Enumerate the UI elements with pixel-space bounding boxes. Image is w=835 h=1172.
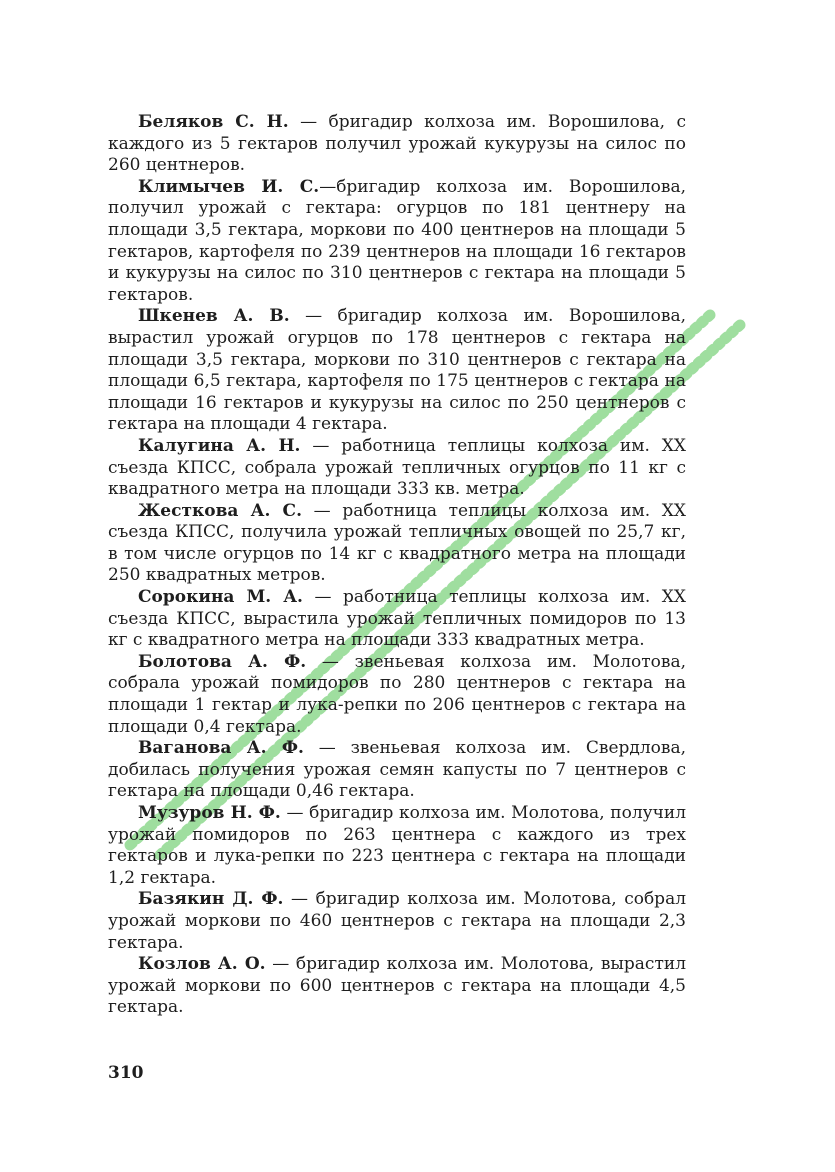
entry-name: Ваганова А. Ф. — [138, 738, 304, 759]
entry-paragraph — [108, 501, 686, 587]
entry-name: Шкенев А. В. — [138, 306, 290, 327]
entry-text: — бригадир колхоза им. Молотова, получил урожай помидоров по 263 центнера с каждого из трех гектаров и лука-репки по 223 центнера с гектара на площади 1,2 гектара. — [108, 803, 686, 888]
entry-paragraph — [108, 306, 686, 436]
entry-paragraph — [108, 889, 686, 954]
entry-paragraph — [108, 436, 686, 501]
entry-name: Базякин Д. Ф. — [138, 889, 284, 910]
entry-paragraph — [108, 738, 686, 803]
entry-paragraph — [108, 954, 686, 1019]
article-body — [108, 112, 686, 1019]
entry-name: Калугина А. Н. — [138, 435, 301, 456]
entry-name: Болотова А. Ф. — [138, 651, 307, 672]
entry-name: Беляков С. Н. — [138, 112, 289, 132]
entry-text: — звеньевая колхоза им. Свердлова, добилась получения урожая семян капусты по 7 центнеров с гектара на площади 0,46 гектара. — [108, 738, 686, 802]
entry-name: Музуров Н. Ф. — [138, 803, 281, 823]
entry-name: Жесткова А. С. — [138, 500, 303, 521]
entry-text: — звеньевая колхоза им. Молотова, собрала урожай помидоров по 280 центнеров с гектара на площади 1 гектар и лука-репки по 206 центнеров с гектара на площади 0,4 гектара. — [108, 651, 686, 737]
entry-paragraph — [108, 112, 686, 177]
entry-text: — работница теплицы колхоза им. XX съезда КПСС, собрала урожай тепличных огурцов по 11 кг с квадратного метра на площади 333 кв. метра. — [108, 435, 686, 500]
entry-text: — бригадир колхоза им. Молотова, собрал урожай моркови по 460 центнеров с гектара на площади 2,3 гектара. — [108, 889, 686, 953]
entry-paragraph — [108, 587, 686, 652]
entry-text: — работница теплицы колхоза им. XX съезда КПСС, получила урожай тепличных овощей по 25,7 кг, в том числе огурцов по 14 кг с квадратного метра на площади 250 квадратных метров. — [108, 500, 687, 586]
entry-name: Сорокина М. А. — [138, 587, 303, 608]
entry-name: Климычев И. С. — [138, 176, 320, 197]
entry-text: — бригадир колхоза им. Молотова, вырастил урожай моркови по 600 центнеров с гектара на площади 4,5 гектара. — [108, 954, 686, 1018]
entry-paragraph — [108, 177, 686, 307]
entry-text: — работница теплицы колхоза им. XX съезда КПСС, вырастила урожай тепличных помидоров по 13 кг с квадратного метра на площади 333 квадратных метра. — [108, 587, 687, 651]
entry-paragraph — [108, 652, 686, 738]
entry-text: — бригадир колхоза им. Ворошилова, с каждого из 5 гектаров получил урожай кукурузы на силос по 260 центнеров. — [108, 112, 686, 176]
entry-name: Козлов А. О. — [138, 954, 266, 975]
page-number: 310 — [108, 1063, 144, 1083]
entry-paragraph — [108, 803, 686, 889]
entry-text: —бригадир колхоза им. Ворошилова, получил урожай с гектара: огурцов по 181 центнеру на площади 3,5 гектара, моркови по 400 центнеров на площади 5 гектаров, картофеля по 239 центнеров на площади 16 гектаров и кукурузы на силос по 310 центнеров с гектара на площади 5 гектаров. — [108, 176, 686, 305]
entry-text: — бригадир колхоза им. Ворошилова, вырастил урожай огурцов по 178 центнеров с гектара на площади 3,5 гектара, моркови по 310 центнеров с гектара на площади 6,5 гектара, картофеля по 175 центнеров с гектара на площади 16 гектаров и кукурузы на силос по 250 центнеров с гектара на площади 4 гектара. — [108, 306, 686, 435]
